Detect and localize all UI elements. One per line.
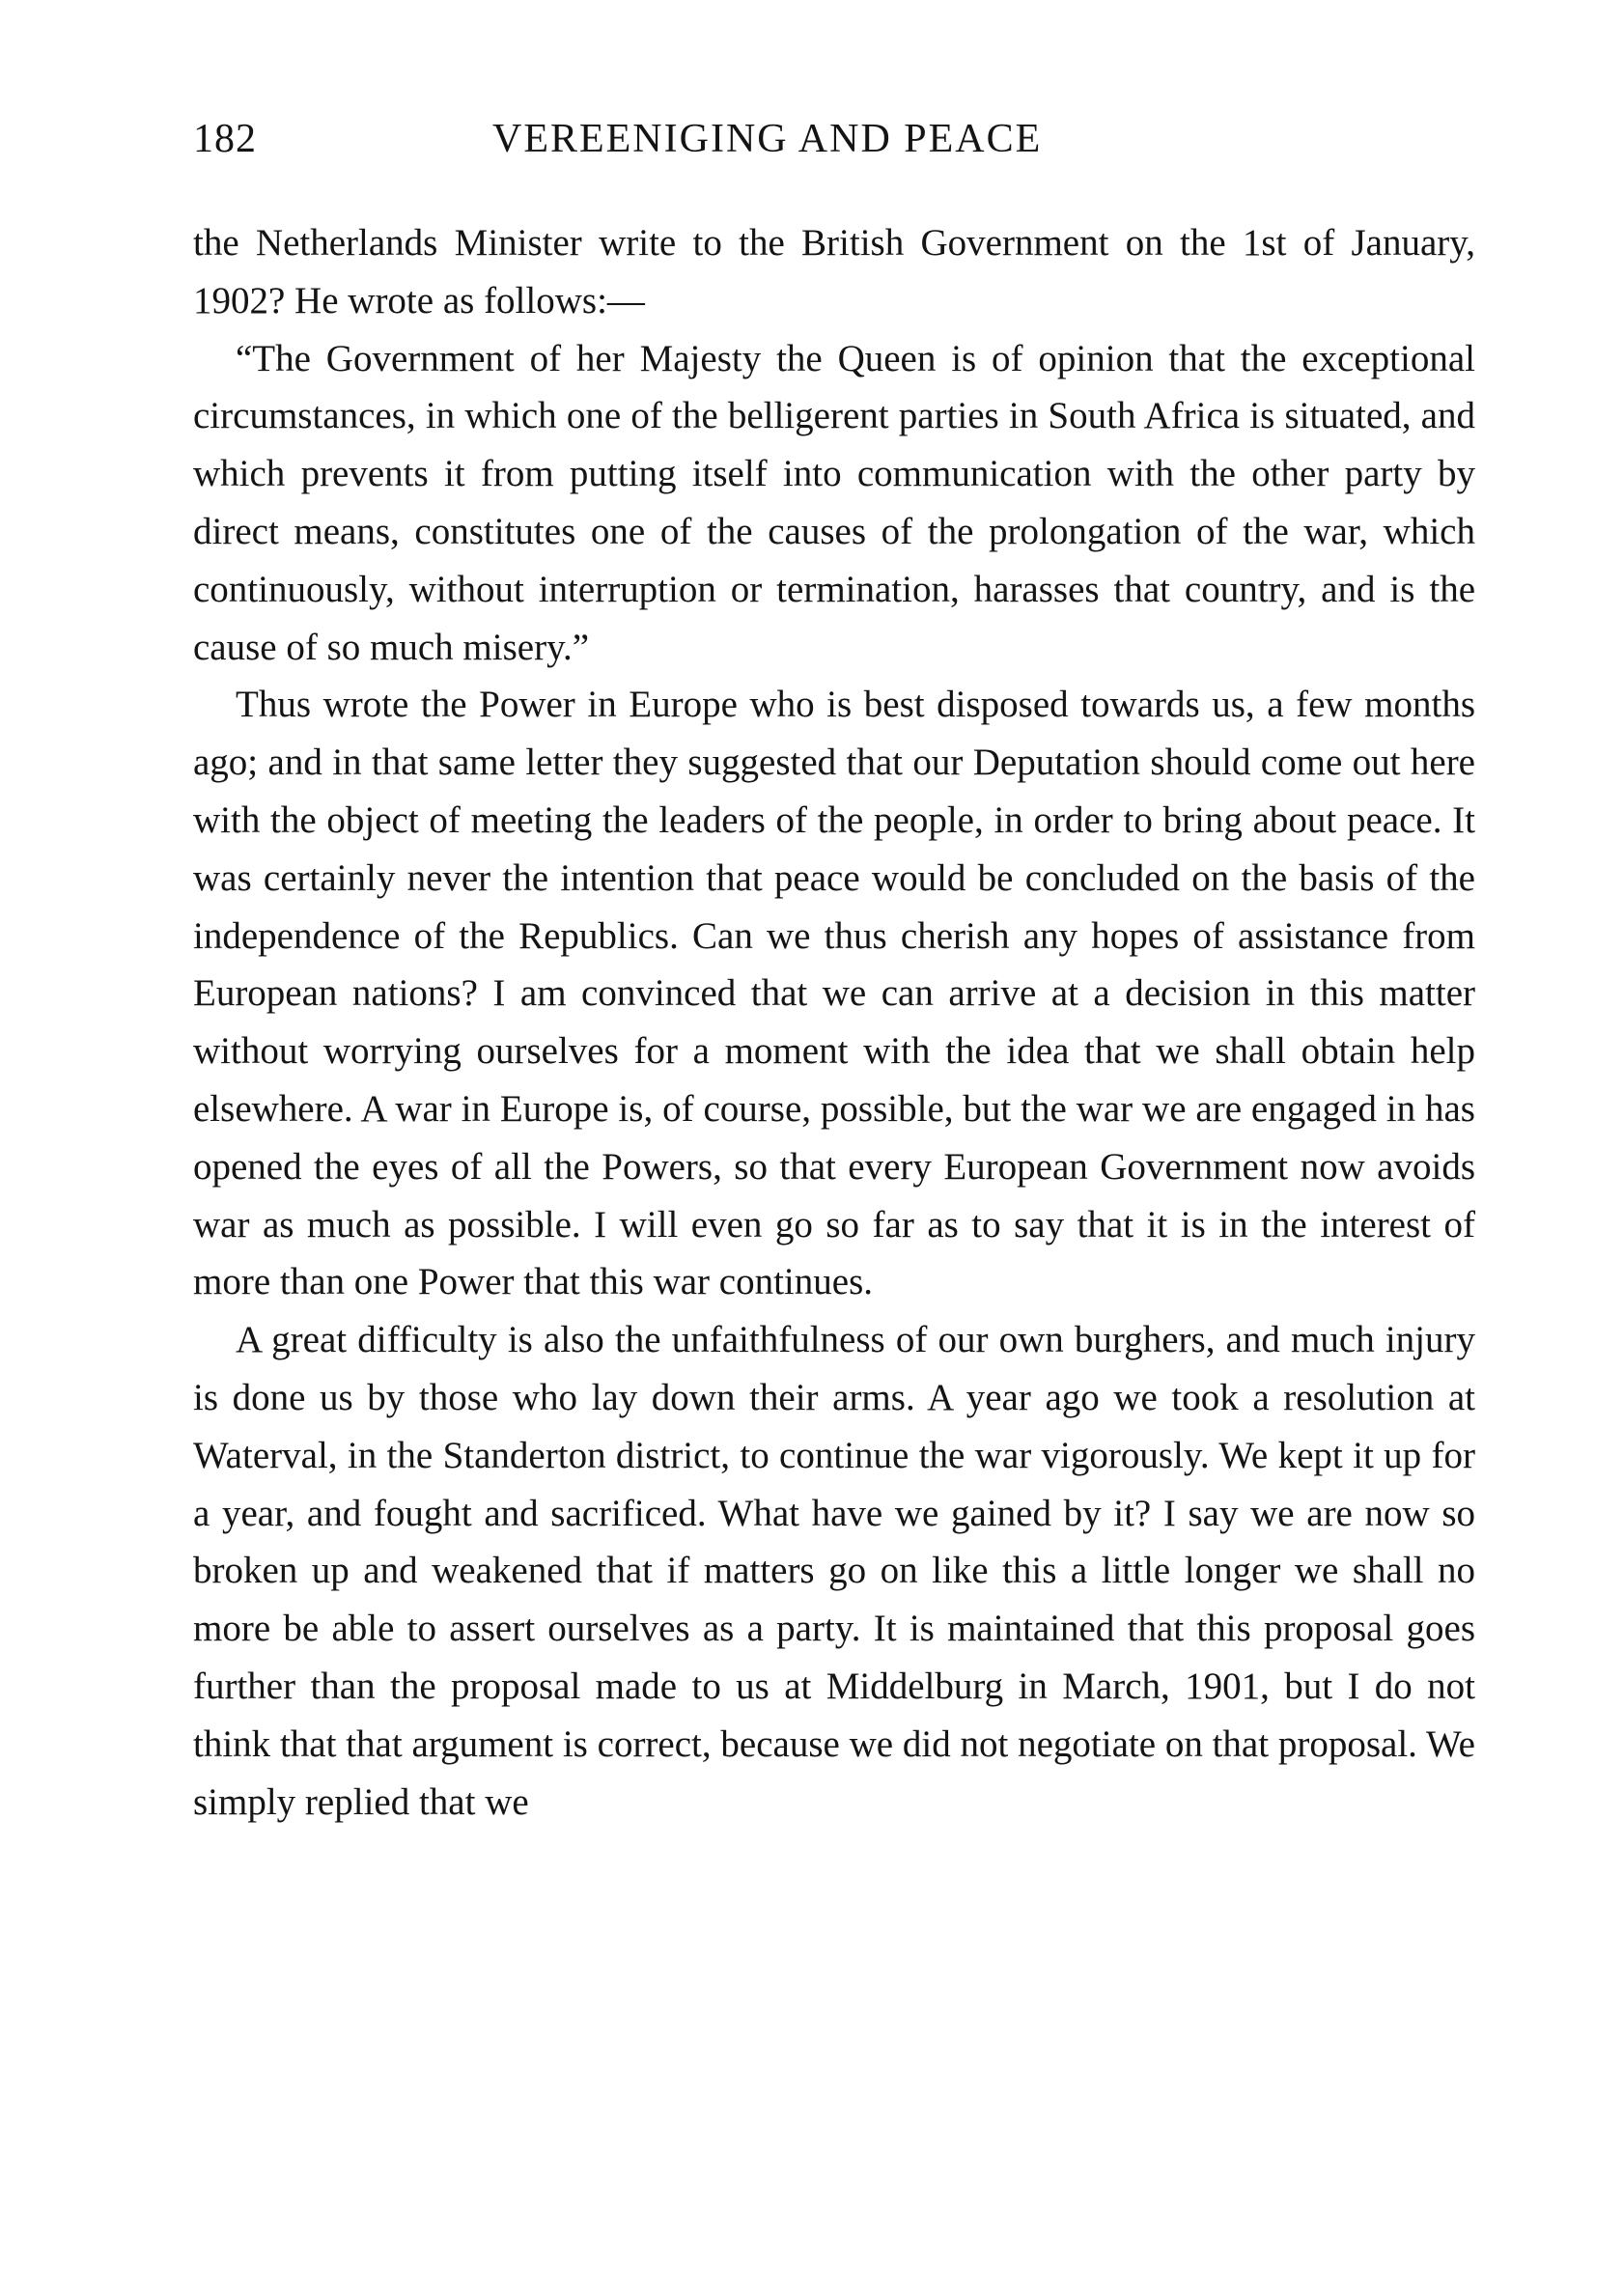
- paragraph: A great difficulty is also the unfaithfulness of our own burghers, and much injury is done us by those who lay down their arms. A year ago we took a resolution at Waterval, in the Standerton district, to continue the war vigorously. We kept it up for a year, and fought and sacrificed. What have we gained by it? I say we are now so broken up and weakened that if matters go on like this a little longer we shall no more be able to assert ourselves as a party. It is maintained that this proposal goes further than the proposal made to us at Middelburg in March, 1901, but I do not think that that argument is correct, because we did not negotiate on that proposal. We simply replied that we: [193, 1319, 1475, 1823]
- paragraph-continuation: the Netherlands Minister write to the British Government on the 1st of January, 1902? He wrote as follows:—: [193, 222, 1475, 322]
- paragraph: Thus wrote the Power in Europe who is best disposed towards us, a few months ago; and in that same letter they suggested that our Deputation should come out here with the object of meeting the leaders of the people, in order to bring about peace. It was certainly never the intention that peace would be concluded on the basis of the independence of the Republics. Can we thus cherish any hopes of assistance from European nations? I am convinced that we can arrive at a decision in this matter without worrying ourselves for a moment with the idea that we shall obtain help elsewhere. A war in Europe is, of course, possible, but the war we are engaged in has opened the eyes of all the Powers, so that every European Government now avoids war as much as possible. I will even go so far as to say that it is in the interest of more than one Power that this war continues.: [193, 684, 1475, 1303]
- page-header: [193, 116, 1475, 174]
- body-text: [193, 214, 1475, 1831]
- running-head: VEREENIGING AND PEACE: [492, 117, 1043, 161]
- paragraph-quotation: “The Government of her Majesty the Queen is of opinion that the exceptional circumstances, in which one of the belligerent parties in South Africa is situated, and which prevents it from putting itself into communication with the other party by direct means, constitutes one of the causes of the prolongation of the war, which continuously, without interruption or termination, harasses that country, and is the cause of so much misery.”: [193, 337, 1475, 668]
- page-number: 182: [193, 117, 257, 161]
